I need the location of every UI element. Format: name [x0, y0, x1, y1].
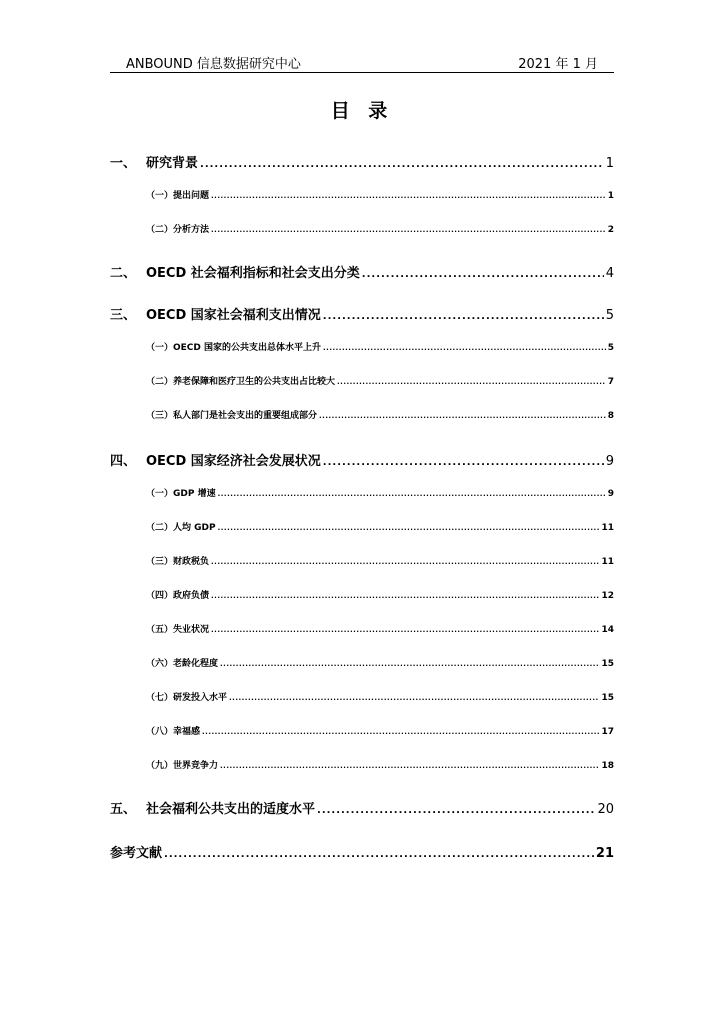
toc-entry-section[interactable] [146, 222, 614, 235]
toc-page: 2 [607, 225, 614, 235]
toc-label: （六）老龄化程度 [146, 659, 219, 669]
toc-label: （二）分析方法 [146, 225, 210, 235]
toc-leader [211, 626, 599, 634]
toc-page: 5 [607, 343, 614, 353]
toc-label: （一）提出问题 [146, 191, 210, 201]
toc-entry-chapter-1[interactable] [110, 152, 614, 171]
toc-page: 4 [605, 266, 614, 281]
toc-leader [220, 762, 599, 770]
toc-page: 17 [601, 727, 614, 737]
toc-number: 五、 [110, 802, 137, 817]
toc-label: （一）OECD 国家的公共支出总体水平上升 [146, 343, 322, 353]
toc-label: 社会福利公共支出的适度水平 [146, 802, 316, 817]
toc-entry-section[interactable] [146, 588, 614, 601]
toc-entry-chapter-2[interactable] [110, 262, 614, 281]
toc-leader [211, 226, 606, 234]
toc-entry-section[interactable] [146, 520, 614, 533]
toc-leader [317, 805, 595, 816]
toc-page: 20 [597, 802, 614, 817]
toc-entry-section[interactable] [146, 340, 614, 353]
toc-leader [202, 728, 599, 736]
header-org: ANBOUND 信息数据研究中心 [126, 57, 301, 72]
toc-entry-chapter-5[interactable] [110, 798, 614, 817]
toc-leader [211, 192, 606, 200]
toc-page: 5 [605, 308, 614, 323]
toc-label: （八）幸福感 [146, 727, 201, 737]
toc-entry-section[interactable] [146, 554, 614, 567]
toc-leader [218, 490, 606, 498]
toc-page: 12 [601, 591, 614, 601]
toc-number: 二、 [110, 266, 137, 281]
toc-entry-section[interactable] [146, 188, 614, 201]
toc-entry-section[interactable] [146, 656, 614, 669]
toc-label: （四）政府负债 [146, 591, 210, 601]
toc-leader [211, 592, 599, 600]
toc-label: OECD 国家经济社会发展状况 [146, 454, 321, 469]
toc-entry-section[interactable] [146, 724, 614, 737]
toc-entry-section[interactable] [146, 622, 614, 635]
toc-label: （五）失业状况 [146, 625, 210, 635]
toc-page: 1 [605, 156, 614, 171]
toc-number: 三、 [110, 308, 137, 323]
toc-label: OECD 社会福利指标和社会支出分类 [146, 266, 360, 281]
toc-page: 9 [607, 489, 614, 499]
toc-leader [220, 660, 599, 668]
page-header [110, 52, 614, 73]
toc-label: （二）养老保障和医疗卫生的公共支出占比较大 [146, 377, 336, 387]
toc-leader [362, 269, 604, 280]
toc-leader [229, 694, 599, 702]
toc-page: 15 [601, 693, 614, 703]
toc-leader [319, 412, 606, 420]
toc-leader [323, 457, 604, 468]
toc-page: 15 [601, 659, 614, 669]
toc-label: （二）人均 GDP [146, 523, 216, 533]
toc-page: 21 [595, 846, 614, 861]
toc-label: OECD 国家社会福利支出情况 [146, 308, 321, 323]
toc-entry-section[interactable] [146, 408, 614, 421]
toc-page: 11 [601, 557, 614, 567]
toc-page: 11 [601, 523, 614, 533]
toc-entry-section[interactable] [146, 758, 614, 771]
toc-entry-section[interactable] [146, 690, 614, 703]
toc-leader [323, 344, 606, 352]
toc-leader [337, 378, 606, 386]
toc-entry-chapter-4[interactable] [110, 450, 614, 469]
toc-leader [200, 159, 604, 170]
toc-leader [211, 558, 599, 566]
toc-label: （七）研发投入水平 [146, 693, 228, 703]
toc-number: 一、 [110, 156, 137, 171]
toc-label: 研究背景 [146, 156, 199, 171]
page-title: 目 录 [330, 100, 394, 122]
toc-entry-section[interactable] [146, 486, 614, 499]
toc-page: 18 [601, 761, 614, 771]
toc-label: （一）GDP 增速 [146, 489, 216, 499]
toc-label: 参考文献 [110, 846, 163, 861]
toc-page: 9 [605, 454, 614, 469]
toc-label: （三）财政税负 [146, 557, 210, 567]
toc-page: 8 [607, 411, 614, 421]
toc-leader [218, 524, 600, 532]
toc-page: 1 [607, 191, 614, 201]
toc-number: 四、 [110, 454, 137, 469]
toc-leader [164, 849, 594, 860]
toc-label: （三）私人部门是社会支出的重要组成部分 [146, 411, 318, 421]
toc-entry-chapter-3[interactable] [110, 304, 614, 323]
toc-label: （九）世界竞争力 [146, 761, 219, 771]
toc-leader [323, 311, 604, 322]
toc-page: 14 [601, 625, 614, 635]
header-date: 2021 年 1 月 [518, 57, 598, 72]
toc-entry-references[interactable] [110, 842, 614, 861]
toc-entry-section[interactable] [146, 374, 614, 387]
toc-page: 7 [607, 377, 614, 387]
